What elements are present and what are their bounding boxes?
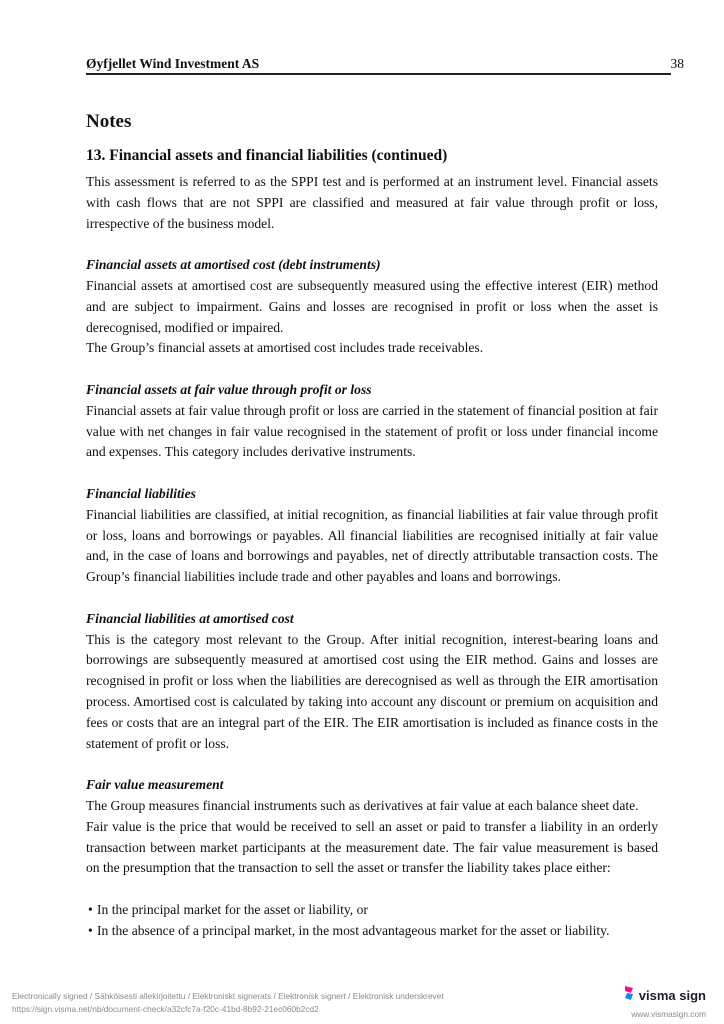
paragraph: The Group’s financial assets at amortised cost includes trade receivables. bbox=[86, 340, 484, 356]
brand-logo[interactable] bbox=[623, 985, 706, 1006]
subheading-fvtpl-assets: Financial assets at fair value through profit or loss bbox=[86, 381, 372, 397]
company-name: Øyfjellet Wind Investment AS bbox=[86, 56, 260, 71]
paragraph: Fair value is the price that would be received to sell an asset or paid to transfer a liability in an orderly transaction between market participants at the measurement date. The fair value measurement is based on the presumption that the transaction to sell the asset or transfer the liability takes place either: bbox=[86, 818, 658, 876]
brand-url-link[interactable]: www.vismasign.com bbox=[631, 1009, 706, 1019]
subheading-liabilities-amortised-cost: Financial liabilities at amortised cost bbox=[86, 610, 294, 626]
bullet-icon: • bbox=[88, 922, 93, 938]
document-body bbox=[86, 110, 658, 941]
paragraph: Financial assets at amortised cost are subsequently measured using the effective interest (EIR) method and are subject to impairment. Gains and losses are recognised in profit or loss when the asset is derecognised, modified or impaired. bbox=[86, 277, 658, 335]
intro-paragraph: This assessment is referred to as the SPPI test and is performed at an instrument level. Financial assets with cash flows that are not SPPI are classified and measured at fair value through profit or loss, irrespective of the business model. bbox=[86, 174, 658, 231]
bullet-icon: • bbox=[88, 901, 93, 917]
subheading-fair-value-measurement: Fair value measurement bbox=[86, 777, 224, 793]
paragraph: Financial liabilities are classified, at initial recognition, as financial liabilities at fair value through profit or loss, loans and borrowings or payables. All financial liabilities are recognised initially at fair value and, in the case of loans and borrowings and payables, net of directly attributable transaction costs. The Group’s financial liabilities include trade and other payables and loans and borrowings. bbox=[86, 506, 658, 585]
visma-sign-logo-icon bbox=[623, 985, 635, 1006]
page-header bbox=[86, 56, 684, 74]
brand-block bbox=[623, 985, 706, 1019]
brand-name: visma sign bbox=[638, 988, 706, 1003]
subheading-amortised-cost-assets: Financial assets at amortised cost (debt instruments) bbox=[86, 257, 381, 273]
paragraph: Financial assets at fair value through profit or loss are carried in the statement of financial position at fair value with net changes in fair value recognised in the statement of profit or loss under financial income and expenses. This category includes derivative instruments. bbox=[86, 402, 658, 460]
subheading-financial-liabilities: Financial liabilities bbox=[86, 485, 196, 501]
page-number: 38 bbox=[670, 56, 684, 71]
verify-link[interactable]: https://sign.visma.net/nb/document-check/a32cfc7a-f20c-41bd-8b92-21ec060b2cd2 bbox=[12, 1004, 319, 1014]
paragraph: This is the category most relevant to the Group. After initial recognition, interest-bearing loans and borrowings are subsequently measured at amortised cost using the EIR method. Gains and losses are recognised in profit or loss when the liabilities are derecognised as well as through the EIR amortisation process. Amortised cost is calculated by taking into account any discount or premium on acquisition and fees or costs that are an integral part of the EIR. The EIR amortisation is included as finance costs in the statement of profit or loss. bbox=[86, 631, 658, 751]
header-rule bbox=[86, 73, 671, 75]
section-title: 13. Financial assets and financial liabilities (continued) bbox=[86, 147, 448, 164]
page-title: Notes bbox=[86, 111, 132, 132]
signed-notice: Electronically signed / Sähköisesti allekirjoitettu / Elektroniskt signerats / Elektronisk signert / Elektronisk underskrevet bbox=[12, 991, 444, 1001]
list-item: • In the absence of a principal market, in the most advantageous market for the asset or liability. bbox=[88, 921, 658, 942]
signature-footer bbox=[12, 990, 444, 1016]
bullet-list bbox=[86, 900, 658, 942]
list-item: • In the principal market for the asset or liability, or bbox=[88, 900, 658, 921]
paragraph: The Group measures financial instruments such as derivatives at fair value at each balance sheet date. bbox=[86, 797, 639, 813]
